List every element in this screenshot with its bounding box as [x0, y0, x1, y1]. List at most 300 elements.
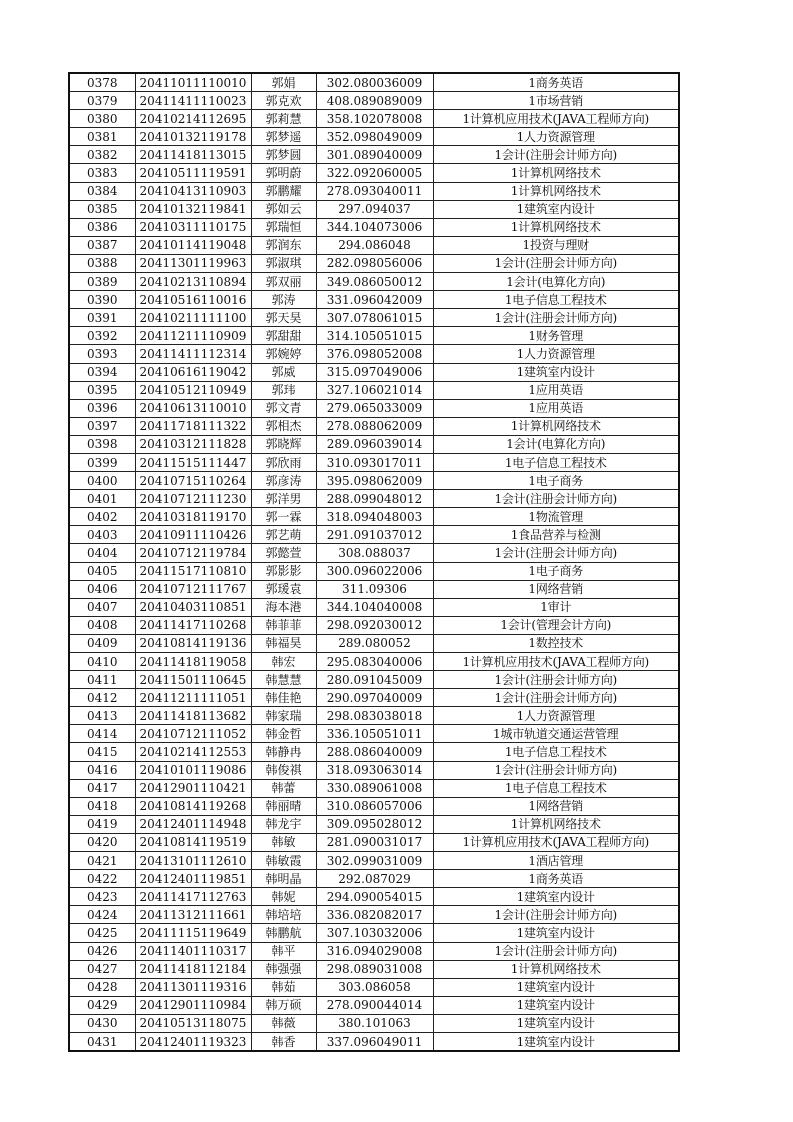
- major-cell: 1人力资源管理: [433, 707, 679, 725]
- major-cell: 1电子商务: [433, 562, 679, 580]
- student-name-cell: 郭莉慧: [251, 110, 316, 128]
- student-name-cell: 郭懿萱: [251, 544, 316, 562]
- table-row: [69, 363, 679, 381]
- major-cell: 1审计: [433, 598, 679, 616]
- score-cell: 295.083040006: [316, 653, 433, 671]
- score-cell: 278.088062009: [316, 417, 433, 435]
- student-name-cell: 郭天昊: [251, 309, 316, 327]
- exam-id-cell: 20410403110851: [135, 598, 251, 616]
- exam-id-cell: 20411301119963: [135, 254, 251, 272]
- student-name-cell: 韩明晶: [251, 870, 316, 888]
- student-name-cell: 郭涛: [251, 291, 316, 309]
- score-cell: 290.097040009: [316, 689, 433, 707]
- score-cell: 307.078061015: [316, 309, 433, 327]
- student-name-cell: 韩鹏航: [251, 924, 316, 942]
- table-row: [69, 1014, 679, 1032]
- table-row: [69, 273, 679, 291]
- exam-id-cell: 20412901110421: [135, 779, 251, 797]
- score-cell: 310.093017011: [316, 453, 433, 471]
- row-number-cell: 0379: [69, 92, 135, 110]
- score-cell: 376.098052008: [316, 345, 433, 363]
- exam-id-cell: 20411411112314: [135, 345, 251, 363]
- table-row: [69, 182, 679, 200]
- table-row: [69, 110, 679, 128]
- row-number-cell: 0388: [69, 254, 135, 272]
- row-number-cell: 0403: [69, 526, 135, 544]
- score-cell: 301.089040009: [316, 146, 433, 164]
- exam-id-cell: 20411115119649: [135, 924, 251, 942]
- table-row: [69, 1032, 679, 1051]
- score-cell: 349.086050012: [316, 273, 433, 291]
- table-row: [69, 634, 679, 652]
- row-number-cell: 0408: [69, 616, 135, 634]
- row-number-cell: 0426: [69, 942, 135, 960]
- table-row: [69, 833, 679, 851]
- table-row: [69, 92, 679, 110]
- exam-id-cell: 20412401119323: [135, 1032, 251, 1051]
- score-cell: 315.097049006: [316, 363, 433, 381]
- student-name-cell: 韩妮: [251, 888, 316, 906]
- row-number-cell: 0414: [69, 725, 135, 743]
- table-row: [69, 743, 679, 761]
- score-cell: 302.099031009: [316, 852, 433, 870]
- row-number-cell: 0406: [69, 580, 135, 598]
- exam-id-cell: 20412401114948: [135, 815, 251, 833]
- exam-id-cell: 20410516110016: [135, 291, 251, 309]
- row-number-cell: 0421: [69, 852, 135, 870]
- student-name-cell: 韩慧慧: [251, 671, 316, 689]
- table-row: [69, 254, 679, 272]
- score-cell: 289.096039014: [316, 435, 433, 453]
- row-number-cell: 0425: [69, 924, 135, 942]
- row-number-cell: 0399: [69, 453, 135, 471]
- score-cell: 336.105051011: [316, 725, 433, 743]
- exam-id-cell: 20411211110909: [135, 327, 251, 345]
- student-name-cell: 郭梦遥: [251, 128, 316, 146]
- exam-id-cell: 20410715110264: [135, 472, 251, 490]
- major-cell: 1计算机网络技术: [433, 218, 679, 236]
- table-row: [69, 707, 679, 725]
- score-cell: 352.098049009: [316, 128, 433, 146]
- table-row: [69, 327, 679, 345]
- student-name-cell: 郭艺萌: [251, 526, 316, 544]
- student-name-cell: 郭娟: [251, 73, 316, 92]
- row-number-cell: 0395: [69, 381, 135, 399]
- table-row: [69, 236, 679, 254]
- major-cell: 1会计(注册会计师方向): [433, 689, 679, 707]
- table-row: [69, 381, 679, 399]
- table-row: [69, 472, 679, 490]
- row-number-cell: 0386: [69, 218, 135, 236]
- major-cell: 1酒店管理: [433, 852, 679, 870]
- exam-id-cell: 20410213110894: [135, 273, 251, 291]
- row-number-cell: 0390: [69, 291, 135, 309]
- student-name-cell: 韩茹: [251, 978, 316, 996]
- score-cell: 337.096049011: [316, 1032, 433, 1051]
- row-number-cell: 0407: [69, 598, 135, 616]
- student-name-cell: 韩宏: [251, 653, 316, 671]
- score-cell: 330.089061008: [316, 779, 433, 797]
- table-row: [69, 128, 679, 146]
- major-cell: 1会计(管理会计方向): [433, 616, 679, 634]
- major-cell: 1应用英语: [433, 381, 679, 399]
- exam-id-cell: 20411417112763: [135, 888, 251, 906]
- exam-id-cell: 20410511119591: [135, 164, 251, 182]
- major-cell: 1市场营销: [433, 92, 679, 110]
- table-row: [69, 598, 679, 616]
- row-number-cell: 0380: [69, 110, 135, 128]
- score-cell: 327.106021014: [316, 381, 433, 399]
- table-row: [69, 960, 679, 978]
- student-name-cell: 郭彦涛: [251, 472, 316, 490]
- exam-id-cell: 20410712119784: [135, 544, 251, 562]
- exam-id-cell: 20411517110810: [135, 562, 251, 580]
- row-number-cell: 0424: [69, 906, 135, 924]
- exam-id-cell: 20410211111100: [135, 309, 251, 327]
- score-cell: 322.092060005: [316, 164, 433, 182]
- major-cell: 1会计(注册会计师方向): [433, 761, 679, 779]
- student-name-cell: 郭相杰: [251, 417, 316, 435]
- row-number-cell: 0392: [69, 327, 135, 345]
- row-number-cell: 0401: [69, 490, 135, 508]
- table-row: [69, 164, 679, 182]
- student-name-cell: 郭洋男: [251, 490, 316, 508]
- exam-id-cell: 20411718111322: [135, 417, 251, 435]
- table-row: [69, 671, 679, 689]
- major-cell: 1电子信息工程技术: [433, 291, 679, 309]
- exam-id-cell: 20412901110984: [135, 996, 251, 1014]
- major-cell: 1计算机网络技术: [433, 815, 679, 833]
- score-table: [68, 72, 680, 1052]
- score-cell: 288.099048012: [316, 490, 433, 508]
- score-cell: 278.093040011: [316, 182, 433, 200]
- table-row: [69, 417, 679, 435]
- major-cell: 1数控技术: [433, 634, 679, 652]
- exam-id-cell: 20410814119519: [135, 833, 251, 851]
- row-number-cell: 0428: [69, 978, 135, 996]
- exam-id-cell: 20410712111230: [135, 490, 251, 508]
- student-name-cell: 韩平: [251, 942, 316, 960]
- score-cell: 408.089089009: [316, 92, 433, 110]
- major-cell: 1人力资源管理: [433, 128, 679, 146]
- exam-id-cell: 20410132119178: [135, 128, 251, 146]
- exam-id-cell: 20411418113015: [135, 146, 251, 164]
- table-row: [69, 580, 679, 598]
- exam-id-cell: 20410312111828: [135, 435, 251, 453]
- row-number-cell: 0410: [69, 653, 135, 671]
- exam-id-cell: 20410616119042: [135, 363, 251, 381]
- student-name-cell: 郭文青: [251, 399, 316, 417]
- score-cell: 303.086058: [316, 978, 433, 996]
- student-name-cell: 韩静冉: [251, 743, 316, 761]
- exam-id-cell: 20412401119851: [135, 870, 251, 888]
- major-cell: 1会计(电算化方向): [433, 435, 679, 453]
- student-name-cell: 韩家瑞: [251, 707, 316, 725]
- exam-id-cell: 20411418119058: [135, 653, 251, 671]
- row-number-cell: 0420: [69, 833, 135, 851]
- student-name-cell: 郭威: [251, 363, 316, 381]
- student-name-cell: 韩敏: [251, 833, 316, 851]
- student-name-cell: 郭玮: [251, 381, 316, 399]
- score-cell: 380.101063: [316, 1014, 433, 1032]
- student-name-cell: 郭瑗袁: [251, 580, 316, 598]
- row-number-cell: 0397: [69, 417, 135, 435]
- major-cell: 1投资与理财: [433, 236, 679, 254]
- student-name-cell: 郭梦圆: [251, 146, 316, 164]
- score-cell: 302.080036009: [316, 73, 433, 92]
- exam-id-cell: 20411301119316: [135, 978, 251, 996]
- exam-id-cell: 20410814119136: [135, 634, 251, 652]
- table-row: [69, 906, 679, 924]
- student-name-cell: 韩金哲: [251, 725, 316, 743]
- student-name-cell: 郭明蔚: [251, 164, 316, 182]
- score-cell: 316.094029008: [316, 942, 433, 960]
- major-cell: 1建筑室内设计: [433, 888, 679, 906]
- score-cell: 307.103032006: [316, 924, 433, 942]
- table-row: [69, 888, 679, 906]
- major-cell: 1建筑室内设计: [433, 200, 679, 218]
- major-cell: 1网络营销: [433, 580, 679, 598]
- student-name-cell: 韩龙宇: [251, 815, 316, 833]
- row-number-cell: 0422: [69, 870, 135, 888]
- row-number-cell: 0382: [69, 146, 135, 164]
- row-number-cell: 0378: [69, 73, 135, 92]
- score-cell: 344.104040008: [316, 598, 433, 616]
- major-cell: 1会计(电算化方向): [433, 273, 679, 291]
- exam-id-cell: 20410311110175: [135, 218, 251, 236]
- exam-id-cell: 20413101112610: [135, 852, 251, 870]
- exam-id-cell: 20410513118075: [135, 1014, 251, 1032]
- exam-id-cell: 20411418112184: [135, 960, 251, 978]
- table-row: [69, 725, 679, 743]
- exam-id-cell: 20410814119268: [135, 797, 251, 815]
- score-cell: 294.086048: [316, 236, 433, 254]
- student-name-cell: 郭欣雨: [251, 453, 316, 471]
- row-number-cell: 0419: [69, 815, 135, 833]
- major-cell: 1网络营销: [433, 797, 679, 815]
- major-cell: 1计算机网络技术: [433, 164, 679, 182]
- student-name-cell: 韩蕾: [251, 779, 316, 797]
- score-cell: 344.104073006: [316, 218, 433, 236]
- score-cell: 309.095028012: [316, 815, 433, 833]
- major-cell: 1应用英语: [433, 399, 679, 417]
- table-row: [69, 309, 679, 327]
- student-name-cell: 韩丽晴: [251, 797, 316, 815]
- table-row: [69, 562, 679, 580]
- table-row: [69, 779, 679, 797]
- row-number-cell: 0427: [69, 960, 135, 978]
- table-row: [69, 526, 679, 544]
- table-row: [69, 73, 679, 92]
- row-number-cell: 0417: [69, 779, 135, 797]
- student-name-cell: 郭克欢: [251, 92, 316, 110]
- row-number-cell: 0415: [69, 743, 135, 761]
- exam-id-cell: 20411515111447: [135, 453, 251, 471]
- major-cell: 1建筑室内设计: [433, 978, 679, 996]
- row-number-cell: 0416: [69, 761, 135, 779]
- score-cell: 358.102078008: [316, 110, 433, 128]
- student-name-cell: 韩俊祺: [251, 761, 316, 779]
- table-row: [69, 616, 679, 634]
- score-cell: 310.086057006: [316, 797, 433, 815]
- score-cell: 292.087029: [316, 870, 433, 888]
- major-cell: 1计算机网络技术: [433, 417, 679, 435]
- score-cell: 331.096042009: [316, 291, 433, 309]
- major-cell: 1物流管理: [433, 508, 679, 526]
- student-name-cell: 郭润东: [251, 236, 316, 254]
- row-number-cell: 0385: [69, 200, 135, 218]
- table-row: [69, 399, 679, 417]
- row-number-cell: 0429: [69, 996, 135, 1014]
- major-cell: 1建筑室内设计: [433, 1014, 679, 1032]
- exam-id-cell: 20410132119841: [135, 200, 251, 218]
- student-name-cell: 韩万硕: [251, 996, 316, 1014]
- major-cell: 1商务英语: [433, 870, 679, 888]
- score-cell: 294.090054015: [316, 888, 433, 906]
- major-cell: 1会计(注册会计师方向): [433, 254, 679, 272]
- exam-id-cell: 20411411110023: [135, 92, 251, 110]
- exam-id-cell: 20411011110010: [135, 73, 251, 92]
- row-number-cell: 0384: [69, 182, 135, 200]
- table-row: [69, 996, 679, 1014]
- student-name-cell: 郭一霖: [251, 508, 316, 526]
- row-number-cell: 0405: [69, 562, 135, 580]
- table-row: [69, 815, 679, 833]
- table-row: [69, 435, 679, 453]
- score-cell: 318.093063014: [316, 761, 433, 779]
- exam-id-cell: 20411501110645: [135, 671, 251, 689]
- row-number-cell: 0402: [69, 508, 135, 526]
- major-cell: 1计算机网络技术: [433, 182, 679, 200]
- score-cell: 278.090044014: [316, 996, 433, 1014]
- table-row: [69, 453, 679, 471]
- major-cell: 1建筑室内设计: [433, 1032, 679, 1051]
- row-number-cell: 0431: [69, 1032, 135, 1051]
- table-row: [69, 978, 679, 996]
- exam-id-cell: 20410413110903: [135, 182, 251, 200]
- major-cell: 1会计(注册会计师方向): [433, 942, 679, 960]
- row-number-cell: 0387: [69, 236, 135, 254]
- exam-id-cell: 20411417110268: [135, 616, 251, 634]
- row-number-cell: 0398: [69, 435, 135, 453]
- table-row: [69, 291, 679, 309]
- major-cell: 1计算机网络技术: [433, 960, 679, 978]
- table-row: [69, 218, 679, 236]
- major-cell: 1会计(注册会计师方向): [433, 671, 679, 689]
- major-cell: 1建筑室内设计: [433, 996, 679, 1014]
- score-cell: 314.105051015: [316, 327, 433, 345]
- table-row: [69, 508, 679, 526]
- student-name-cell: 郭如云: [251, 200, 316, 218]
- major-cell: 1建筑室内设计: [433, 924, 679, 942]
- exam-id-cell: 20411211111051: [135, 689, 251, 707]
- exam-id-cell: 20410712111052: [135, 725, 251, 743]
- score-cell: 289.080052: [316, 634, 433, 652]
- major-cell: 1电子信息工程技术: [433, 743, 679, 761]
- row-number-cell: 0393: [69, 345, 135, 363]
- student-name-cell: 韩香: [251, 1032, 316, 1051]
- table-row: [69, 689, 679, 707]
- score-cell: 281.090031017: [316, 833, 433, 851]
- exam-id-cell: 20410613110010: [135, 399, 251, 417]
- table-row: [69, 490, 679, 508]
- score-cell: 279.065033009: [316, 399, 433, 417]
- exam-id-cell: 20410318119170: [135, 508, 251, 526]
- student-name-cell: 海本港: [251, 598, 316, 616]
- table-row: [69, 544, 679, 562]
- major-cell: 1商务英语: [433, 73, 679, 92]
- score-cell: 291.091037012: [316, 526, 433, 544]
- score-cell: 297.094037: [316, 200, 433, 218]
- table-row: [69, 761, 679, 779]
- score-cell: 298.089031008: [316, 960, 433, 978]
- major-cell: 1电子信息工程技术: [433, 779, 679, 797]
- row-number-cell: 0389: [69, 273, 135, 291]
- score-cell: 282.098056006: [316, 254, 433, 272]
- score-cell: 395.098062009: [316, 472, 433, 490]
- major-cell: 1电子商务: [433, 472, 679, 490]
- table-row: [69, 870, 679, 888]
- student-name-cell: 韩强强: [251, 960, 316, 978]
- score-cell: 298.092030012: [316, 616, 433, 634]
- row-number-cell: 0412: [69, 689, 135, 707]
- student-name-cell: 韩培培: [251, 906, 316, 924]
- score-cell: 280.091045009: [316, 671, 433, 689]
- row-number-cell: 0394: [69, 363, 135, 381]
- student-name-cell: 郭瑞恒: [251, 218, 316, 236]
- major-cell: 1人力资源管理: [433, 345, 679, 363]
- major-cell: 1会计(注册会计师方向): [433, 490, 679, 508]
- student-name-cell: 郭淑琪: [251, 254, 316, 272]
- exam-id-cell: 20410101119086: [135, 761, 251, 779]
- table-row: [69, 200, 679, 218]
- major-cell: 1会计(注册会计师方向): [433, 544, 679, 562]
- row-number-cell: 0430: [69, 1014, 135, 1032]
- row-number-cell: 0418: [69, 797, 135, 815]
- student-name-cell: 郭甜甜: [251, 327, 316, 345]
- major-cell: 1财务管理: [433, 327, 679, 345]
- major-cell: 1会计(注册会计师方向): [433, 906, 679, 924]
- major-cell: 1计算机应用技术(JAVA工程师方向): [433, 110, 679, 128]
- exam-id-cell: 20410214112553: [135, 743, 251, 761]
- student-name-cell: 韩敏霞: [251, 852, 316, 870]
- score-cell: 288.086040009: [316, 743, 433, 761]
- table-body: [69, 73, 679, 1051]
- row-number-cell: 0383: [69, 164, 135, 182]
- exam-id-cell: 20410512110949: [135, 381, 251, 399]
- student-name-cell: 韩福昊: [251, 634, 316, 652]
- row-number-cell: 0391: [69, 309, 135, 327]
- major-cell: 1计算机应用技术(JAVA工程师方向): [433, 833, 679, 851]
- exam-id-cell: 20410911110426: [135, 526, 251, 544]
- major-cell: 1会计(注册会计师方向): [433, 146, 679, 164]
- major-cell: 1会计(注册会计师方向): [433, 309, 679, 327]
- row-number-cell: 0423: [69, 888, 135, 906]
- score-cell: 298.083038018: [316, 707, 433, 725]
- student-name-cell: 郭婉婷: [251, 345, 316, 363]
- row-number-cell: 0400: [69, 472, 135, 490]
- exam-id-cell: 20411312111661: [135, 906, 251, 924]
- row-number-cell: 0409: [69, 634, 135, 652]
- exam-id-cell: 20410712111767: [135, 580, 251, 598]
- table-row: [69, 653, 679, 671]
- row-number-cell: 0381: [69, 128, 135, 146]
- student-name-cell: 郭影影: [251, 562, 316, 580]
- row-number-cell: 0413: [69, 707, 135, 725]
- student-name-cell: 郭鹏耀: [251, 182, 316, 200]
- score-cell: 311.09306: [316, 580, 433, 598]
- exam-id-cell: 20410214112695: [135, 110, 251, 128]
